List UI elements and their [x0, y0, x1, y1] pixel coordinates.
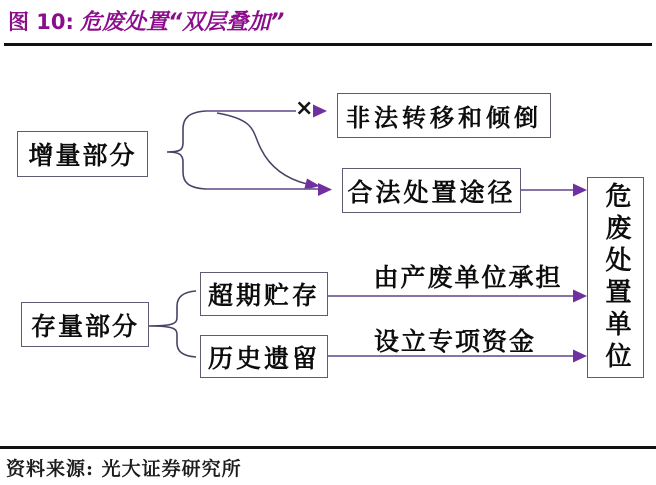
arrowhead-final-top — [573, 184, 587, 197]
figure-caption: 危废处置“双层叠加” — [79, 10, 285, 35]
node-stock-part: 存量部分 — [21, 302, 149, 347]
brace-incremental — [167, 111, 206, 189]
node-legal-disposal: 合法处置途径 — [342, 168, 521, 213]
node-illegal-transfer: 非法转移和倾倒 — [337, 93, 551, 138]
node-incremental-part: 增量部分 — [17, 131, 148, 177]
node-overdue-storage: 超期贮存 — [200, 272, 328, 316]
arrowhead-legal — [318, 183, 332, 196]
cross-mark: × — [295, 96, 314, 121]
arrowhead-final-mid — [573, 290, 587, 303]
node-disposal-unit: 危废处置单位 — [587, 177, 644, 378]
figure-number: 图 10: — [8, 10, 74, 34]
edge-label-special-fund: 设立专项资金 — [373, 327, 536, 356]
node-historical-legacy: 历史遗留 — [200, 335, 328, 378]
bottom-rule — [0, 446, 656, 449]
brace-stock — [149, 291, 196, 357]
source-note — [6, 454, 242, 481]
source-text: 资料来源: 光大证券研究所 — [6, 458, 242, 480]
arrowhead-illegal — [313, 105, 327, 118]
s-curve-diversion — [217, 113, 307, 184]
edge-label-borne-by-producer: 由产废单位承担 — [373, 263, 563, 292]
arrowhead-final-bottom — [573, 350, 587, 363]
